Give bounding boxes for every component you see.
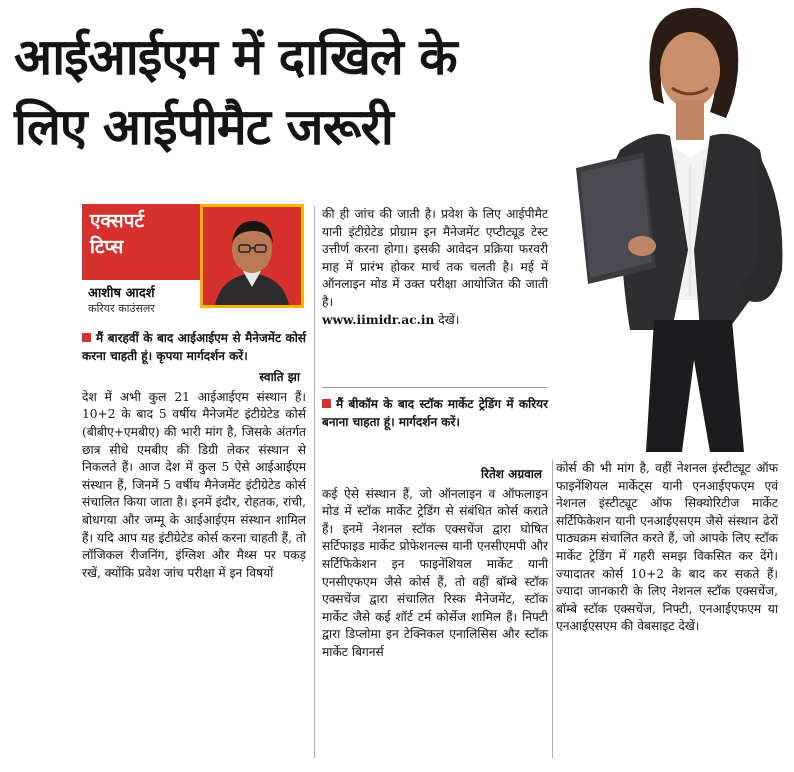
website-link[interactable]: www.iimidr.ac.in — [322, 312, 435, 327]
question-1 — [82, 330, 306, 365]
question-2 — [322, 396, 548, 431]
column-3 — [556, 460, 778, 636]
column-divider-1 — [314, 206, 315, 758]
divider — [322, 387, 548, 388]
asker-1: स्वाति झा — [259, 370, 300, 385]
expert-tips-box — [82, 204, 304, 314]
answer-2-part-1: कई ऐसे संस्थान हैं, जो ऑनलाइन व ऑफलाइन मोड में स्टॉक मार्केट ट्रेडिंग से संबंधित कोर्स कराते हैं। इनमें नेशनल स्टॉक एक्सचेंज द्वारा घोषित सर्टिफाइड मार्केट प्रोफेशनल्स यानी एनसीएमपी और सर्टिफिकेशन इन फाइनेंशियल मार्केट यानी एनसीएफएम जैसे कोर्स हैं, तो वहीं बॉम्बे स्टॉक एक्सचेंज द्वारा संचालित रिस्क मैनेजमेंट, स्टॉक मार्केट जैसे कई शॉर्ट टर्म कोर्सेज शामिल हैं। निफ्टी द्वारा डिप्लोमा इन टेक्निकल एनालिसिस और स्टॉक मार्केट बिगनर्स — [322, 486, 548, 659]
question-2-text: मैं बीकॉम के बाद स्टॉक मार्केट ट्रेडिंग में करियर बनाना चाहता हूं। मार्गदर्शन करें। — [322, 397, 548, 429]
column-2-bottom — [322, 466, 548, 662]
expert-portrait — [200, 204, 304, 308]
column-divider-2 — [552, 460, 553, 758]
url-suffix: देखें। — [438, 312, 460, 327]
question-1-text: मैं बारहवीं के बाद आईआईएम से मैनेजमेंट कोर्स करना चाहती हूं। कृपया मार्गदर्शन करें। — [82, 331, 306, 363]
headline-line-1: आईआईएम में दाखिले के — [14, 28, 457, 86]
expert-role: करियर काउंसलर — [88, 302, 155, 315]
column-1 — [82, 330, 306, 582]
expert-tips-title-1: एक्सपर्ट — [90, 210, 144, 232]
headline-line-2: लिए आईपीमैट जरूरी — [14, 98, 393, 156]
expert-tips-title-2: टिप्स — [90, 236, 124, 258]
expert-name: आशीष आदर्श — [88, 286, 155, 301]
expert-tips-banner — [82, 204, 200, 280]
answer-1-part-2: की ही जांच की जाती है। प्रवेश के लिए आईपीमैट यानी इंटीग्रेटेड प्रोग्राम इन मैनेजमेंट एप्टीट्यूड टेस्ट उत्तीर्ण करना होगा। इसकी आवेदन प्रक्रिया फरवरी माह में प्रारंभ होकर मार्च तक चलती है। मई में ऑनलाइन मोड में उक्त परीक्षा आयोजित की जाती है। — [322, 207, 548, 309]
bullet-square-icon — [322, 399, 331, 408]
businesswoman-photo — [560, 0, 794, 452]
answer-1-part-1: देश में अभी कुल 21 आईआईएम संस्थान हैं। 10+2 के बाद 5 वर्षीय मैनेजमेंट इंटीग्रेटेड कोर्स (बीबीए+एमबीए) की भारी मांग है, जिसके अंतर्गत छात्र सीधे एमबीए की डिग्री लेकर संस्थान से निकलते हैं। आज देश में कुल 5 ऐसे आईआईएम संस्थान हैं, जिनमें 5 वर्षीय मैनेजमेंट इंटीग्रेटेड कोर्स संचालित किया जाता है। इनमें इंदौर, रोहतक, रांची, बोधगया और जम्मू के आईआईएम संस्थान शामिल हैं। यदि आप यह इंटीग्रेटेड कोर्स करना चाहती हैं, तो लॉजिकल रीजनिंग, इंग्लिश और मैथ्स पर पकड़ रखें, क्योंकि प्रवेश जांच परीक्षा में इन विषयों — [82, 389, 306, 580]
asker-2: रितेश अग्रवाल — [480, 467, 542, 481]
column-2-question — [322, 396, 548, 431]
bullet-square-icon — [82, 333, 91, 342]
column-2-top — [322, 206, 548, 329]
headline — [14, 22, 574, 162]
answer-2-part-2: कोर्स की भी मांग है, वहीं नेशनल इंस्टीट्यूट ऑफ फाइनेंशियल मार्केट्स यानी एनआईएफएम एवं नेशनल इंस्टीट्यूट ऑफ सिक्योरिटीज मार्केट सर्टिफिकेशन यानी एनआईएसएम जैसे संस्थान ढेरों पाठ्यक्रम संचालित करते हैं, जो आपके लिए स्टॉक मार्केट ट्रेडिंग में गहरी समझ विकसित कर देंगे। ज्यादातर कोर्स 10+2 के बाद कर सकते हैं। ज्यादा जानकारी के लिए नेशनल स्टॉक एक्सचेंज, बॉम्बे स्टॉक एक्सचेंज, निफ्टी, एनआईएफएम या एनआईएसएम की वेबसाइट देखें। — [556, 461, 778, 634]
